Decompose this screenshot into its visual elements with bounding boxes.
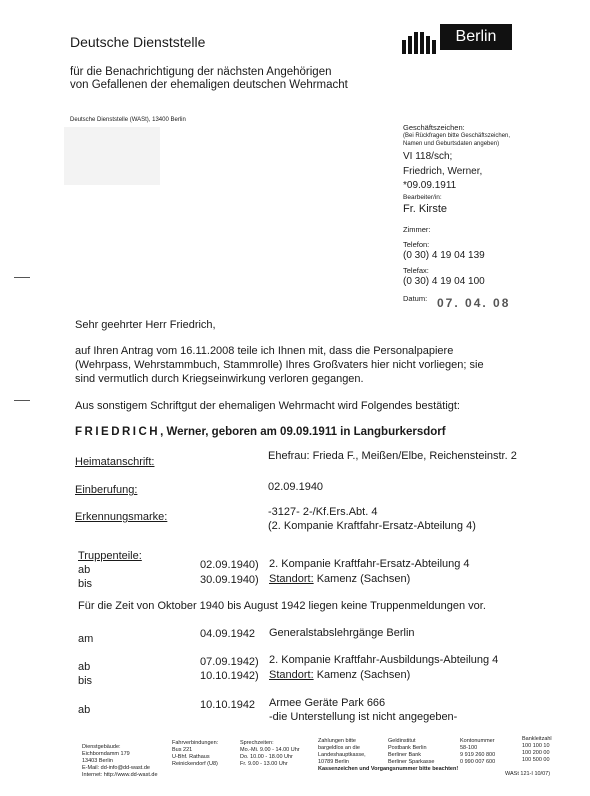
- gz-value2: Friedrich, Werner,: [403, 166, 483, 177]
- footer-text: Fr. 9.00 - 13.00 Uhr: [240, 761, 288, 767]
- row6-note: -die Unterstellung ist nicht angegeben-: [269, 711, 458, 723]
- standort-label: Standort:: [269, 669, 314, 681]
- footer-text: 10789 Berlin: [318, 759, 349, 765]
- row3-date: 04.09.1942: [200, 628, 256, 640]
- footer-bank: [388, 738, 450, 766]
- footer-text: 100 100 10: [522, 743, 550, 749]
- gz-value3: *09.09.1911: [403, 180, 457, 191]
- fold-mark: [14, 277, 30, 278]
- footer-text: 100 500 00: [522, 757, 550, 763]
- person-details: , Werner, geboren am 09.09.1911 in Langburkersdorf: [160, 426, 446, 438]
- row5-date: 10.10.1942): [200, 670, 259, 682]
- row6-ab: ab: [78, 704, 91, 716]
- footer-payment: [318, 738, 383, 766]
- footer-text: 13403 Berlin: [82, 758, 113, 764]
- datum-label: Datum:: [403, 294, 428, 303]
- punch-mark: [14, 400, 30, 401]
- einberufung-value: 02.09.1940: [268, 481, 324, 493]
- bear-emblem-icon: [402, 32, 436, 54]
- truppenteile-label: Truppenteile:: [78, 550, 142, 562]
- row6-unit: Armee Geräte Park 666: [269, 697, 386, 709]
- paragraph1-line2: (Wehrpass, Wehrstammbuch, Stammrolle) Ihres Großvaters hier nicht vorliegen; sie: [75, 359, 484, 371]
- footer-text: Dienstgebäude:: [82, 744, 121, 750]
- erkennungsmarke-value1: -3127- 2-/Kf.Ers.Abt. 4: [268, 506, 378, 518]
- footer-text: Geldinstitut: [388, 738, 416, 744]
- row4-unit: 2. Kompanie Kraftfahr-Ausbildungs-Abteilung 4: [269, 654, 499, 666]
- row4-date: 07.09.1942): [200, 656, 259, 668]
- org-subtitle-line1: für die Benachrichtigung der nächsten Angehörigen: [70, 66, 332, 78]
- row5-location: [269, 669, 410, 681]
- telefon-value: (0 30) 4 19 04 139: [403, 250, 485, 261]
- row3-unit: Generalstabslehrgänge Berlin: [269, 627, 415, 639]
- surname: FRIEDRICH: [75, 426, 161, 438]
- footer-email: E-Mail: dd-info@dd-wast.de: [82, 765, 150, 771]
- erkennungsmarke-label: Erkennungsmarke:: [75, 511, 168, 523]
- bearbeiter-label: Bearbeiter/in:: [403, 194, 442, 201]
- footer-text: Bankleitzahl: [522, 736, 552, 742]
- footer-text: 58-100: [460, 745, 478, 751]
- footer-text: Landeshauptkasse,: [318, 752, 366, 758]
- bearbeiter-value: Fr. Kirste: [403, 203, 448, 215]
- gz-label: Geschäftszeichen:: [403, 123, 465, 132]
- footer-text: 9 919 260 800: [460, 752, 496, 758]
- row2-location: [269, 573, 410, 585]
- standort-value: Kamenz (Sachsen): [313, 573, 411, 585]
- footer-text: Mo.-Mi. 9.00 - 14.00 Uhr: [240, 747, 300, 753]
- gz-note1: (Bei Rückfragen bitte Geschäftszeichen,: [403, 133, 511, 139]
- row3-am: am: [78, 633, 94, 645]
- footer-text: Fahrverbindungen:: [172, 740, 219, 746]
- standort-label: Standort:: [269, 573, 314, 585]
- footer-text: Eichborndamm 179: [82, 751, 130, 757]
- footer-account: [460, 738, 515, 766]
- gz-value1: VI 118/sch;: [403, 151, 453, 162]
- org-subtitle-line2: von Gefallenen der ehemaligen deutschen Wehrmacht: [70, 79, 348, 91]
- row1-unit: 2. Kompanie Kraftfahr-Ersatz-Abteilung 4: [269, 558, 470, 570]
- footer-text: bargeldlos an die: [318, 745, 360, 751]
- footer-text: 100 200 00: [522, 750, 550, 756]
- footer-text: Bus 221: [172, 747, 193, 753]
- heimat-label: Heimatanschrift:: [75, 456, 155, 468]
- row2-bis: bis: [78, 578, 93, 590]
- footer-text: Sprechzeiten:: [240, 740, 274, 746]
- redacted-address: [64, 127, 160, 185]
- paragraph2: Aus sonstigem Schriftgut der ehemaligen Wehrmacht wird Folgendes bestätigt:: [75, 400, 460, 412]
- footer-text: Zahlungen bitte: [318, 738, 356, 744]
- sender-line: Deutsche Dienststelle (WASt), 13400 Berlin: [70, 117, 186, 123]
- footer-text: Kontonummer: [460, 738, 495, 744]
- paragraph1-line1: auf Ihren Antrag vom 16.11.2008 teile ich Ihnen mit, dass die Personalpapiere: [75, 345, 454, 357]
- org-name: Deutsche Dienststelle: [70, 34, 206, 50]
- gap-notice: Für die Zeit von Oktober 1940 bis August 1942 liegen keine Truppenmeldungen vor.: [78, 600, 486, 612]
- form-number: WASt 121-I 10/07): [505, 771, 551, 777]
- row6-date: 10.10.1942: [200, 699, 256, 711]
- logo-text: Berlin: [440, 24, 512, 50]
- row2-date: 30.09.1940): [200, 574, 259, 586]
- footer-note: Kassenzeichen und Vorgangsnummer bitte beachten!: [318, 766, 459, 772]
- footer-text: U-Bhf. Rathaus: [172, 754, 210, 760]
- row1-ab: ab: [78, 564, 91, 576]
- standort-value: Kamenz (Sachsen): [313, 669, 411, 681]
- footer-website: Internet: http://www.dd-wast.de: [82, 772, 158, 778]
- erkennungsmarke-value2: (2. Kompanie Kraftfahr-Ersatz-Abteilung 4): [268, 520, 476, 532]
- footer-text: Do. 10.00 - 18.00 Uhr: [240, 754, 293, 760]
- telefax-value: (0 30) 4 19 04 100: [403, 276, 485, 287]
- row4-ab: ab: [78, 661, 91, 673]
- heimat-value: Ehefrau: Frieda F., Meißen/Elbe, Reichensteinstr. 2: [268, 450, 517, 462]
- footer-transit: [172, 740, 234, 768]
- footer-hours: [240, 740, 312, 768]
- footer-text: Reinickendorf (U8): [172, 761, 218, 767]
- zimmer-label: Zimmer:: [403, 225, 431, 234]
- salutation: Sehr geehrter Herr Friedrich,: [75, 319, 216, 331]
- person-heading: [75, 426, 446, 438]
- telefon-label: Telefon:: [403, 240, 430, 249]
- row5-bis: bis: [78, 675, 93, 687]
- footer-address: [82, 744, 167, 779]
- footer-blz: [522, 736, 572, 764]
- einberufung-label: Einberufung:: [75, 484, 138, 496]
- footer-text: Berliner Bank: [388, 752, 422, 758]
- telefax-label: Telefax:: [403, 266, 429, 275]
- paragraph1-line3: sind vermutlich durch Kriegseinwirkung verloren gegangen.: [75, 373, 364, 385]
- date-stamp: 07. 04. 08: [437, 296, 511, 310]
- footer-text: Postbank Berlin: [388, 745, 427, 751]
- gz-note2: Namen und Geburtsdaten angeben): [403, 141, 500, 147]
- footer-text: 0 990 007 600: [460, 759, 496, 765]
- row1-date: 02.09.1940): [200, 559, 259, 571]
- footer-text: Berliner Sparkasse: [388, 759, 435, 765]
